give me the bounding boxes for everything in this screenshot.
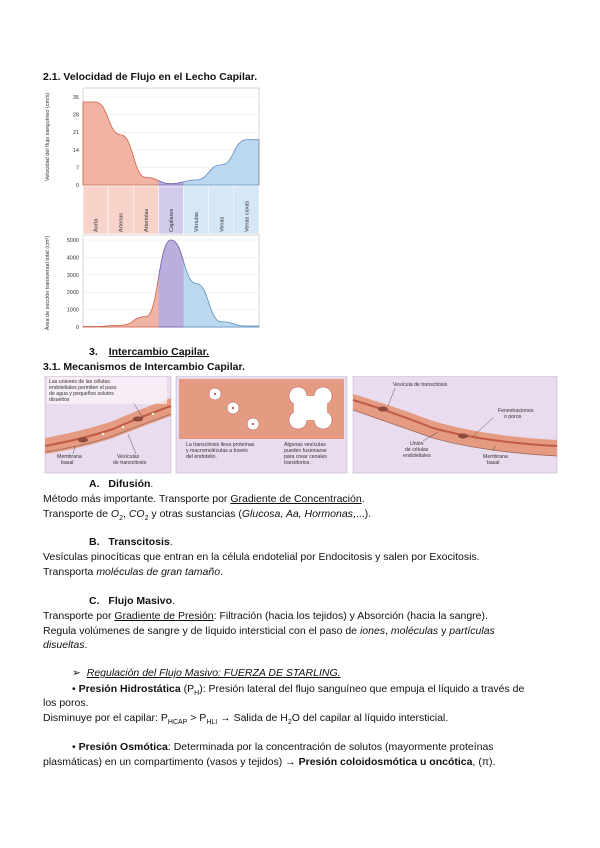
panel1-text-2: endoteliales permiten el paso [49, 385, 117, 391]
panel2-right-3: para crear canales [284, 454, 327, 460]
flujo-l3-b: . [84, 639, 88, 651]
panel-transcitosis [176, 376, 347, 473]
panel1-text-4: disueltos [49, 397, 70, 403]
panel1-basal: basal [61, 460, 74, 466]
transcitosis-l2-i: moléculas de gran tamaño [96, 566, 221, 578]
hidro-l3-d: O del capilar al líquido intersticial. [291, 712, 449, 724]
panel2-right-2: pueden fusionarse [284, 448, 327, 454]
flujo-l2-b: , [385, 625, 391, 637]
diffusion-l2-b: y otras sustancias ( [148, 508, 242, 520]
panel2-right-1: Algunas vesículas [284, 442, 326, 448]
y-tick-label: 4000 [66, 255, 79, 262]
hidro-sub-2: HLI [206, 719, 218, 727]
category-label: Venas cavas [244, 200, 251, 232]
transcitosis-line-2 [43, 566, 223, 579]
flujo-l3-i: disueltas [43, 639, 85, 651]
area-ylabel: Área de sección transversal total (cm²) [45, 235, 51, 330]
flujo-l2-i2: moléculas [390, 625, 439, 637]
y-tick-label: 0 [75, 325, 79, 330]
flujo-l1-a: Transporte por [43, 610, 115, 622]
hidro-line-1 [72, 683, 524, 697]
panel-fenestraciones [353, 376, 557, 473]
flujo-l2-c: y [438, 625, 450, 637]
hidro-sym-b: ) [199, 683, 203, 695]
y-tick-label: 14 [72, 147, 79, 154]
flujo-line-1 [43, 610, 488, 623]
diffusion-l1-a: Método más importante. Transporte por [43, 493, 231, 505]
panel3-fenestraciones: Fenestraciones [498, 408, 534, 414]
flujo-letter: C. [89, 595, 100, 607]
y-tick-label: 21 [72, 130, 79, 137]
starling-text: Regulación del Flujo Masivo: FUERZA DE STARLING. [86, 667, 341, 679]
section-2-1-title: 2.1. Velocidad de Flujo en el Lecho Capilar. [43, 71, 258, 83]
category-label: Aorta [93, 218, 100, 232]
flujo-l2-i1: iones [359, 625, 386, 637]
co2-sub: 2 [144, 515, 149, 523]
panel2-right-4: transitorios. [284, 460, 311, 466]
panel1-vesiculas: Vesículas [117, 454, 140, 460]
velocity-ylabel: Velocidad del flujo sanguíneo (cm/s) [45, 92, 51, 182]
co2-label: CO [128, 508, 145, 520]
osmo-l2-bold: Presión coloidosmótica u oncótica [298, 756, 473, 768]
category-label: Vénulas [194, 212, 201, 232]
flujo-title: Flujo Masivo [108, 595, 173, 607]
panel-uniones [45, 376, 171, 473]
flujo-heading [89, 595, 175, 607]
flujo-l1-b: : Filtración (hacia los tejidos) y Absorción (hacia la sangre). [213, 610, 488, 622]
diffusion-l1-b: . [361, 493, 365, 505]
osmo-bullet: • [72, 741, 76, 753]
transcitosis-line-1: Vesículas pinocíticas que entran en la célula endotelial por Endocitosis y salen por Exocitosis. [43, 551, 480, 563]
panel3-basal: basal [487, 460, 500, 466]
o2-sub: 2 [119, 515, 123, 523]
hidro-line-3 [43, 712, 448, 729]
osmo-l2-b: , (π). [472, 756, 496, 768]
osmo-line-1 [72, 741, 494, 753]
section-3-heading [89, 346, 209, 358]
diffusion-heading [89, 478, 153, 490]
diffusion-title: Difusión [108, 478, 151, 490]
flujo-period: . [172, 595, 175, 607]
flujo-l1-u: Gradiente de Presión [114, 610, 214, 622]
section-3-1-title: 3.1. Mecanismos de Intercambio Capilar. [43, 361, 245, 373]
panel3-union: Unión [410, 441, 424, 447]
y-tick-label: 2000 [66, 290, 79, 297]
o2-label: O [110, 508, 120, 520]
hidro-bullet: • [72, 683, 76, 695]
diffusion-line-1 [43, 493, 365, 506]
flow-velocity-figure [43, 87, 261, 330]
transcitosis-title: Transcitosis [108, 536, 170, 548]
osmo-title: Presión Osmótica [78, 741, 168, 753]
hidro-l3-c: → Salida de H [217, 712, 288, 724]
panel1-text-3: de agua y pequeños solutos [49, 391, 114, 397]
flujo-l2-a: Regula volúmenes de sangre y de líquido intersticial con el paso de [43, 625, 360, 637]
diffusion-l2-c: ,...). [352, 508, 372, 520]
panel1-text-1: Las uniones de las células [49, 379, 110, 385]
diffusion-l2-a: Transporte de [43, 508, 111, 520]
hidro-line-2: los poros. [43, 697, 89, 709]
section-3-title: Intercambio Capilar. [108, 346, 210, 358]
panel1-membrana: Membrana [57, 454, 82, 460]
panel3-poros: o poros [504, 414, 522, 420]
diffusion-l2-i: Glucosa, Aa, Hormonas [241, 508, 353, 520]
panel3-de-celulas: de células [405, 447, 429, 453]
panel1-transcitosis: de transcitosis [113, 460, 147, 466]
hidro-sym-sub: H [194, 690, 200, 698]
capillary-exchange-figure [43, 376, 559, 474]
category-label: Arteriolas [143, 208, 150, 232]
category-label: Venas [219, 216, 226, 232]
starling-arrow-icon: ➢ [72, 667, 81, 679]
y-tick-label: 0 [75, 183, 79, 189]
diffusion-l1-u: Gradiente de Concentración [230, 493, 362, 505]
panel2-left-3: del endotelio. [186, 454, 217, 460]
diffusion-period: . [150, 478, 154, 490]
starling-heading [72, 667, 341, 679]
category-label: Capilares [169, 208, 175, 232]
panel3-membrana: Membrana [483, 454, 508, 460]
flujo-line-3 [43, 639, 87, 652]
hidro-sub-3: 2 [287, 719, 292, 727]
transcitosis-period: . [169, 536, 173, 548]
osmo-line-2 [43, 756, 495, 769]
flujo-line-2 [43, 625, 495, 638]
osmo-l1-b: : Determinada por la concentración de solutos (mayormente proteínas [167, 741, 494, 753]
hidro-sym-a: (P [180, 683, 195, 695]
y-tick-label: 3000 [66, 272, 79, 279]
osmo-l2-a: plasmáticas) en un compartimento (vasos y tejidos) → [43, 756, 299, 768]
hidro-title: Presión Hidrostática [78, 683, 181, 695]
diffusion-line-2: Transporte de $O_2$, $CO_2$ y otras sustancias (Glucosa, Aa, Hormonas,...). [43, 508, 372, 523]
transcitosis-l2-b: . [220, 566, 223, 578]
panel2-left-1: La transcitosis lleva proteínas [186, 442, 255, 448]
section-3-number: 3. [89, 346, 98, 358]
y-tick-label: 7 [75, 165, 79, 172]
transcitosis-l2-a: Transporta [43, 566, 97, 578]
hidro-sub-1: HCAP [167, 719, 188, 727]
y-tick-label: 5000 [66, 238, 79, 244]
y-tick-label: 28 [72, 112, 79, 119]
transcitosis-letter: B. [89, 536, 100, 548]
category-label: Arterias [118, 213, 125, 232]
hidro-l3-a: Disminuye por el capilar: P [43, 712, 168, 724]
panel3-vesicula: Vesícula de transcitosis [393, 382, 448, 388]
panel2-left-2: y macromoléculas a través [186, 448, 248, 454]
hidro-l3-b: > P [187, 712, 207, 724]
diffusion-letter: A. [89, 478, 100, 490]
y-tick-label: 35 [72, 95, 79, 101]
panel3-endoteliales: endoteliales [403, 453, 431, 459]
y-tick-label: 1000 [66, 307, 79, 314]
transcitosis-heading [89, 536, 173, 548]
hidro-l1-b: : Presión lateral del flujo sanguíneo que empuja el líquido a través de [202, 683, 525, 695]
flujo-l2-i3: partículas [449, 625, 495, 637]
